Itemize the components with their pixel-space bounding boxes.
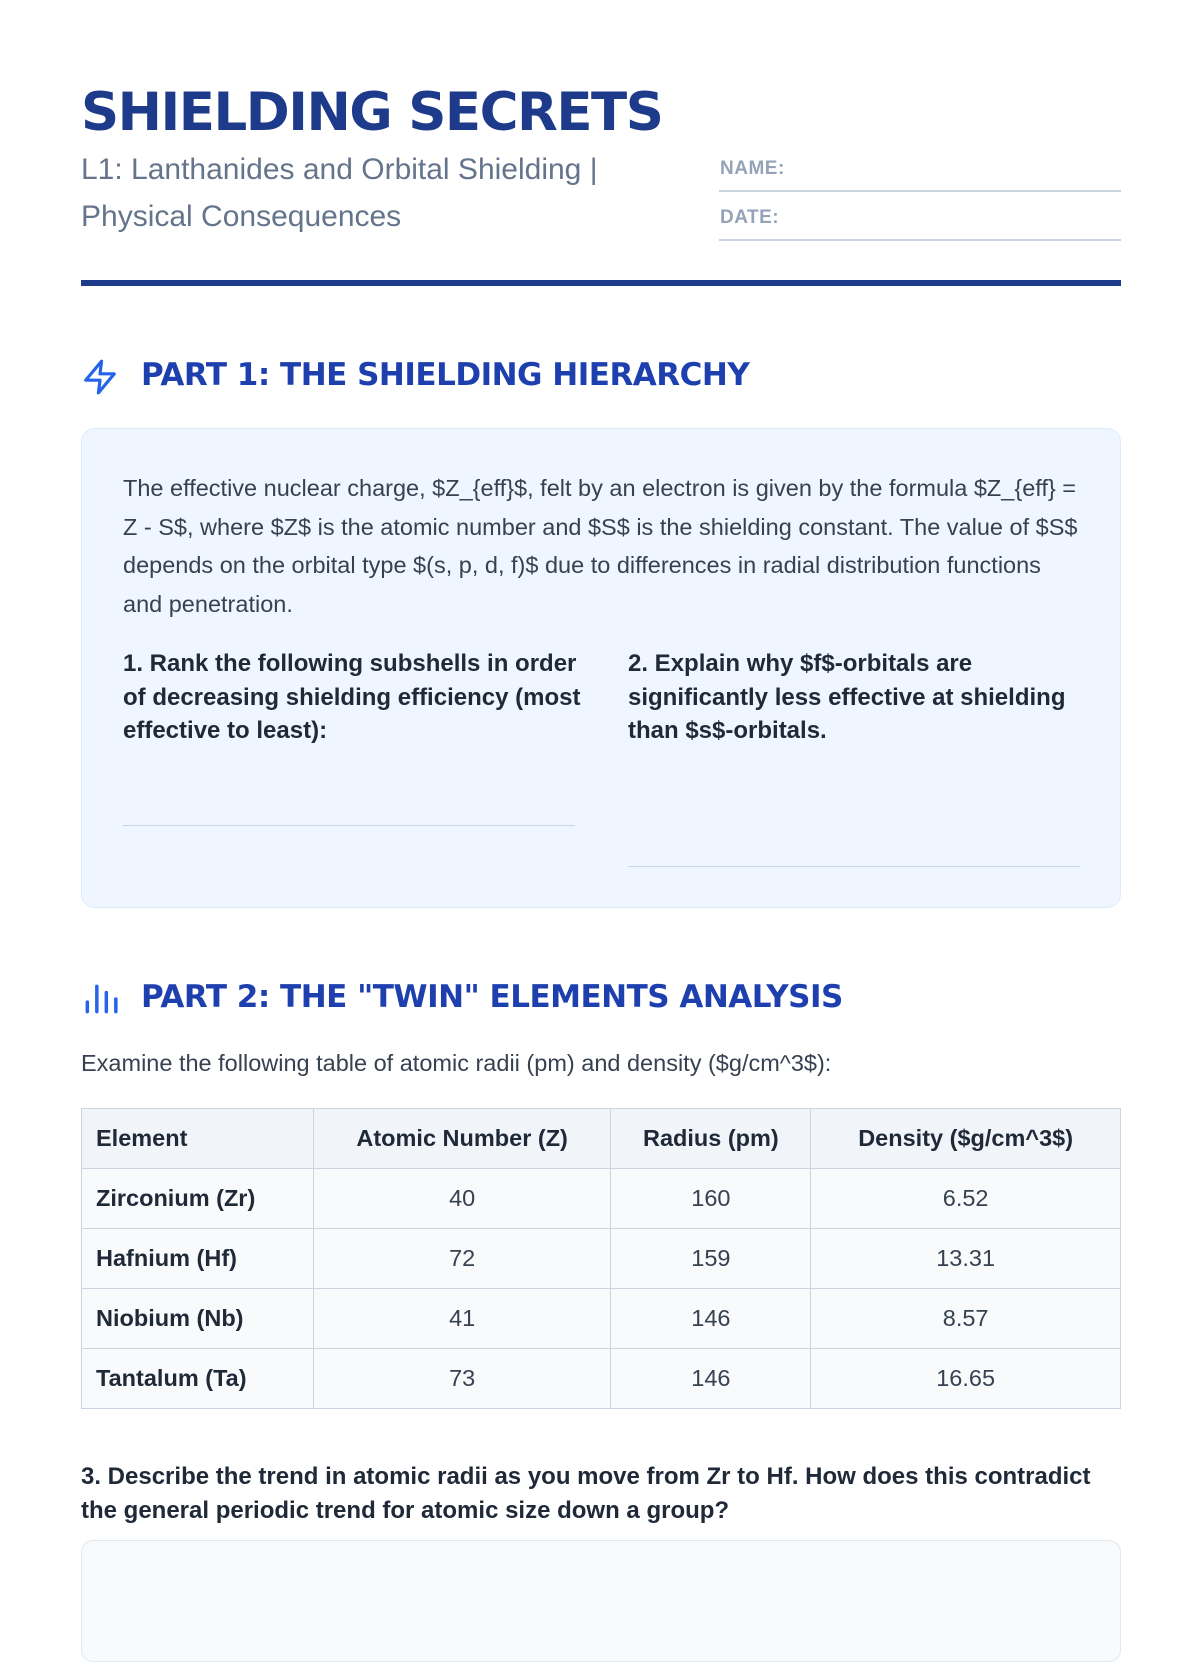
cell-density: 16.65 [811, 1349, 1121, 1409]
part1-heading: PART 1: THE SHIELDING HIERARCHY [141, 357, 750, 393]
cell-atomic-number: 40 [313, 1169, 611, 1229]
cell-element: Tantalum (Ta) [82, 1349, 314, 1409]
cell-element: Hafnium (Hf) [82, 1229, 314, 1289]
cell-density: 8.57 [811, 1289, 1121, 1349]
date-field[interactable] [719, 199, 1121, 241]
page-subtitle: L1: Lanthanides and Orbital Shielding | Physical Consequences [81, 153, 598, 233]
lightning-bolt-icon [81, 358, 119, 396]
cell-element: Zirconium (Zr) [82, 1169, 314, 1229]
header-density: Density ($g/cm^3$) [811, 1109, 1121, 1169]
date-label: DATE: [720, 207, 780, 228]
cell-radius: 146 [611, 1289, 811, 1349]
part2-heading: PART 2: THE "TWIN" ELEMENTS ANALYSIS [141, 979, 843, 1015]
question-2: 2. Explain why $f$-orbitals are significantly less effective at shielding than $s$-orbitals. [628, 650, 1066, 744]
header-atomic-number: Atomic Number (Z) [313, 1109, 611, 1169]
table-row [82, 1289, 1121, 1349]
name-label: NAME: [720, 158, 785, 179]
part2-prompt: Examine the following table of atomic radii (pm) and density ($g/cm^3$): [81, 1050, 832, 1076]
bar-chart-icon [81, 980, 119, 1018]
header-element: Element [82, 1109, 314, 1169]
cell-radius: 160 [611, 1169, 811, 1229]
question-1: 1. Rank the following subshells in order of decreasing shielding efficiency (most effective to least): [123, 650, 581, 744]
part1-header [81, 352, 1121, 402]
cell-element: Niobium (Nb) [82, 1289, 314, 1349]
answer-line-2[interactable] [628, 866, 1080, 867]
cell-density: 13.31 [811, 1229, 1121, 1289]
table-header-row [82, 1109, 1121, 1169]
name-field[interactable] [719, 150, 1121, 192]
worksheet-page [81, 0, 1121, 1600]
cell-radius: 159 [611, 1229, 811, 1289]
cell-atomic-number: 73 [313, 1349, 611, 1409]
table-row [82, 1169, 1121, 1229]
header-divider [81, 280, 1121, 286]
table-row [82, 1229, 1121, 1289]
table-row [82, 1349, 1121, 1409]
part1-intro: The effective nuclear charge, $Z_{eff}$, felt by an electron is given by the formula $Z_{eff} = Z - S$, where $Z$ is the atomic number and $S$ is the shielding constant. The value of $S$ depends on the orbital type $(s, p, d, f)$ due to differences in radial distribution functions and penetration. [123, 475, 1078, 617]
cell-radius: 146 [611, 1349, 811, 1409]
cell-density: 6.52 [811, 1169, 1121, 1229]
answer-box-3[interactable] [81, 1540, 1121, 1662]
question-3: 3. Describe the trend in atomic radii as you move from Zr to Hf. How does this contradict the general periodic trend for atomic size down a group? [81, 1463, 1091, 1524]
cell-atomic-number: 41 [313, 1289, 611, 1349]
page-title: SHIELDING SECRETS [81, 82, 663, 143]
part1-card [81, 428, 1121, 908]
cell-atomic-number: 72 [313, 1229, 611, 1289]
elements-table [81, 1108, 1121, 1409]
part2-header [81, 974, 1121, 1024]
header-radius: Radius (pm) [611, 1109, 811, 1169]
answer-line-1[interactable] [123, 825, 575, 826]
